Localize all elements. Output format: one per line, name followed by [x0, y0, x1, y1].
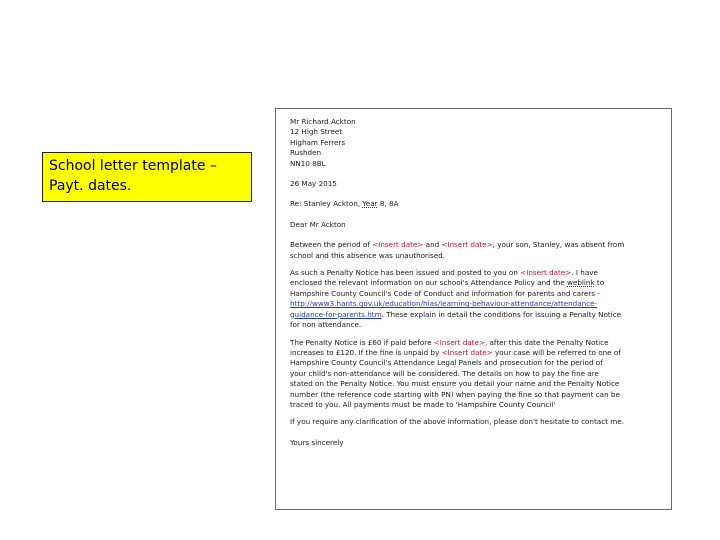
callout-line-2: Payt. dates. [49, 178, 132, 194]
paragraph-clarification: If you require any clarification of the above information, please don't hesitate to contact me. [290, 417, 624, 427]
insert-date-placeholder: <Insert date> [372, 240, 424, 250]
address-line: 12 High Street [290, 127, 343, 137]
recipient-address [290, 117, 657, 169]
letter-document [275, 108, 672, 510]
attendance-guidance-link[interactable]: http://www3.hants.gov.uk/education/hias/learning-behaviour-attendance/attendance- [290, 299, 598, 309]
attendance-guidance-link-cont[interactable]: guidance-for-parents.htm [290, 309, 382, 319]
closing: Yours sincerely [290, 437, 344, 447]
paragraph-payment: The Penalty Notice is £60 if paid before <Insert date>, after this date the Penalty Notice increases to £120. If the fine is unpaid by <Insert date> your case will be referred to one of Hampshire County Council's Attendance Legal Panels and prosecution for the period of your child's non-attendance will be considered. The details on how to pay the fine are stated on the Penalty Notice. You must ensure you detail your name and the Penalty Notice number (the reference code starting with PN) when paying the fine so that payment can be traced to you. All payments must be made to 'Hampshire County Council' [290, 337, 621, 409]
address-line: Rushden [290, 148, 322, 158]
paragraph-absence: Between the period of <Insert date> and <Insert date>, your son, Stanley, was absent from school and this absence was unauthorised. [290, 240, 625, 260]
salutation: Dear Mr Ackton [290, 219, 346, 229]
insert-date-placeholder: <Insert date> [433, 337, 485, 347]
reference-line: Re: Stanley Ackton, Year 8, 8A [290, 199, 399, 209]
address-line: Mr Richard Ackton [290, 117, 356, 126]
paragraph-penalty-notice: As such a Penalty Notice has been issued and posted to you on <Insert date>. I have enclosed the relevant information on our school's Attendance Policy and the weblink to Hampshire County Council's Code of Conduct and information for parents and carers - http://www3.hants.gov.uk/education/hias/learning-behaviour-attendance/attendance- guidance-for-parents.htm. These explain in detail the conditions for issuing a Penalty Notice for non attendance. [290, 268, 657, 330]
template-callout-box [42, 152, 252, 202]
insert-date-placeholder: <Insert date> [441, 240, 493, 250]
callout-line-1: School letter template – [49, 158, 217, 174]
address-line: NN10 8BL [290, 158, 326, 168]
letter-date: 26 May 2015 [290, 179, 337, 189]
address-line: Higham Ferrers [290, 137, 346, 147]
insert-date-placeholder: <Insert date> [520, 268, 572, 278]
insert-date-placeholder: <Insert date> [441, 347, 493, 357]
